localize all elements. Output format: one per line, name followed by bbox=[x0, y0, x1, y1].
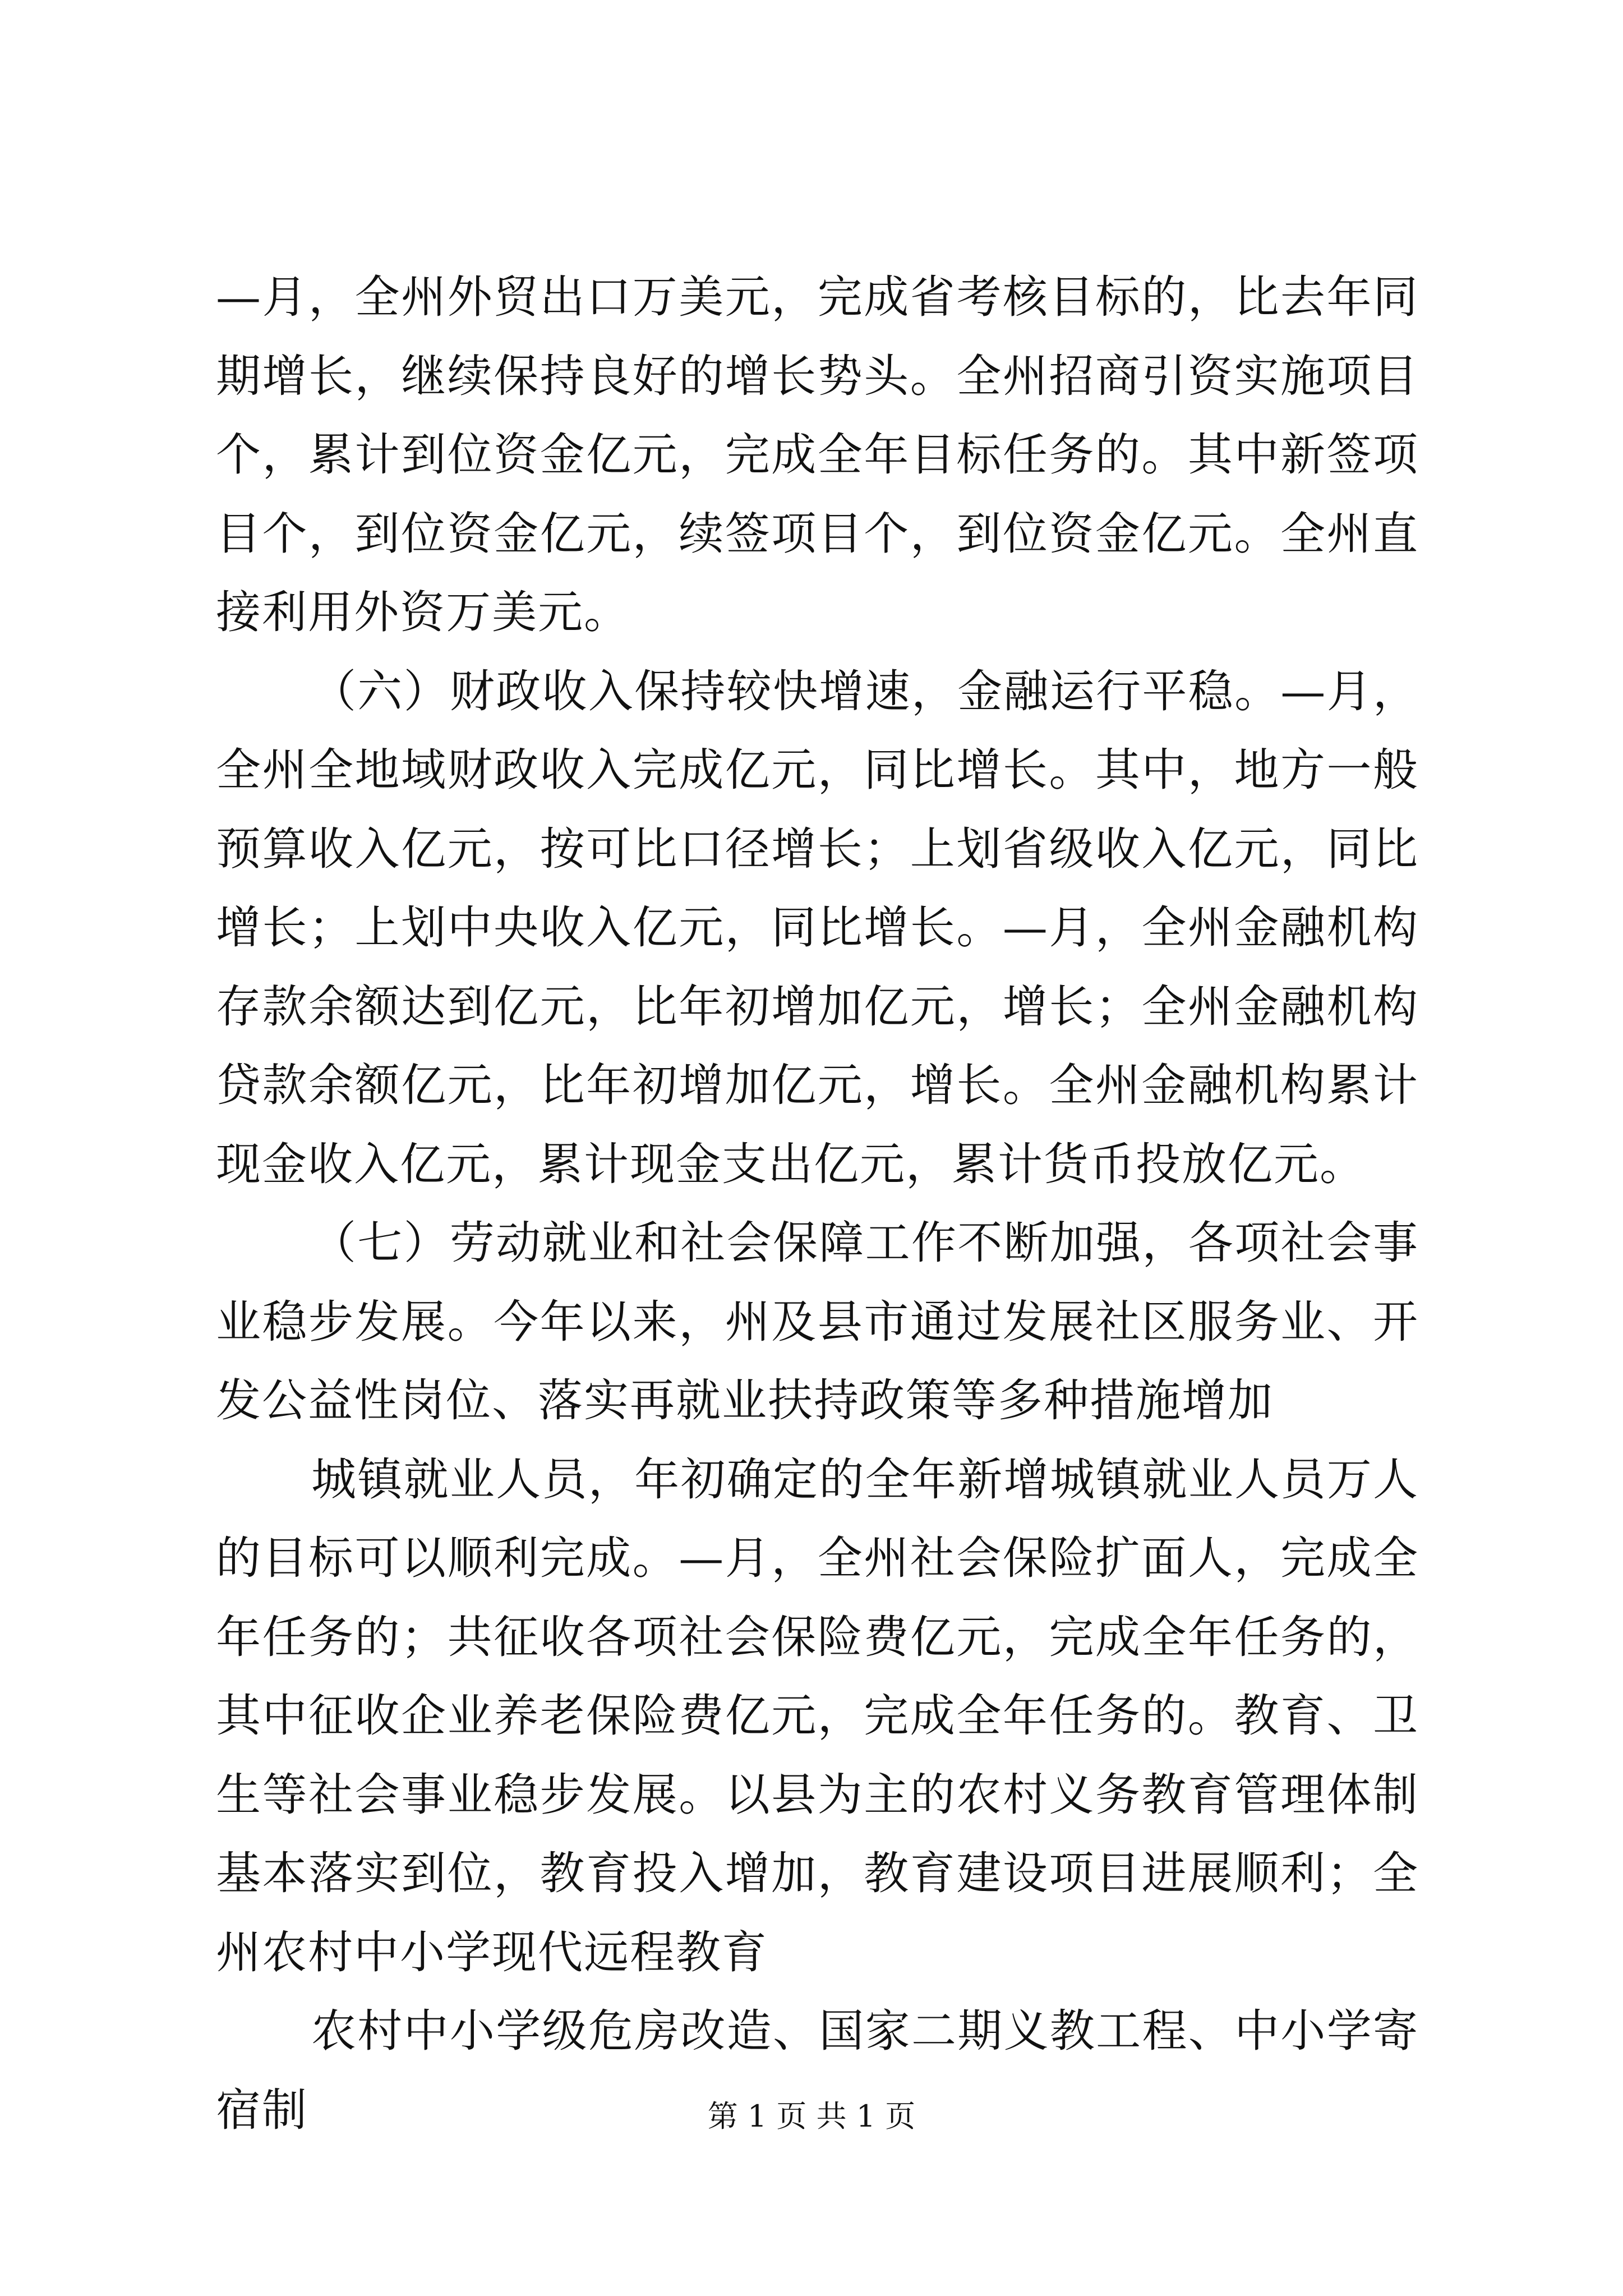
paragraph-employment: （七）劳动就业和社会保障工作不断加强，各项社会事业稳步发展。今年以来，州及县市通过发展社区服务业、开发公益性岗位、落实再就业扶持政策等多种措施增加 bbox=[216, 1217, 1419, 1427]
paragraph-rural-schools: 农村中小学级危房改造、国家二期义教工程、中小学寄宿制 bbox=[216, 2005, 1419, 2136]
paragraph-social-insurance: 城镇就业人员，年初确定的全年新增城镇就业人员万人的目标可以顺利完成。—月，全州社会保险扩面人，完成全年任务的；共征收各项社会保险费亿元，完成全年任务的，其中征收企业养老保险费亿元，完成全年任务的。教育、卫生等社会事业稳步发展。以县为主的农村义务教育管理体制基本落实到位，教育投入增加，教育建设项目进展顺利；全州农村中小学现代远程教育 bbox=[216, 1453, 1419, 1978]
paragraph-fiscal-revenue: （六）财政收入保持较快增速，金融运行平稳。—月，全州全地域财政收入完成亿元，同比增长。其中，地方一般预算收入亿元，按可比口径增长；上划省级收入亿元，同比增长；上划中央收入亿元，同比增长。—月，全州金融机构存款余额达到亿元，比年初增加亿元，增长；全州金融机构贷款余额亿元，比年初增加亿元，增长。全州金融机构累计现金收入亿元，累计现金支出亿元，累计货币投放亿元。 bbox=[216, 665, 1419, 1190]
page-footer: 第 1 页 共 1 页 bbox=[707, 2099, 916, 2134]
document-body bbox=[216, 258, 1419, 2150]
paragraph-foreign-trade: —月，全州外贸出口万美元，完成省考核目标的，比去年同期增长，继续保持良好的增长势头。全州招商引资实施项目个，累计到位资金亿元，完成全年目标任务的。其中新签项目个，到位资金亿元，续签项目个，到位资金亿元。全州直接利用外资万美元。 bbox=[216, 271, 1419, 638]
